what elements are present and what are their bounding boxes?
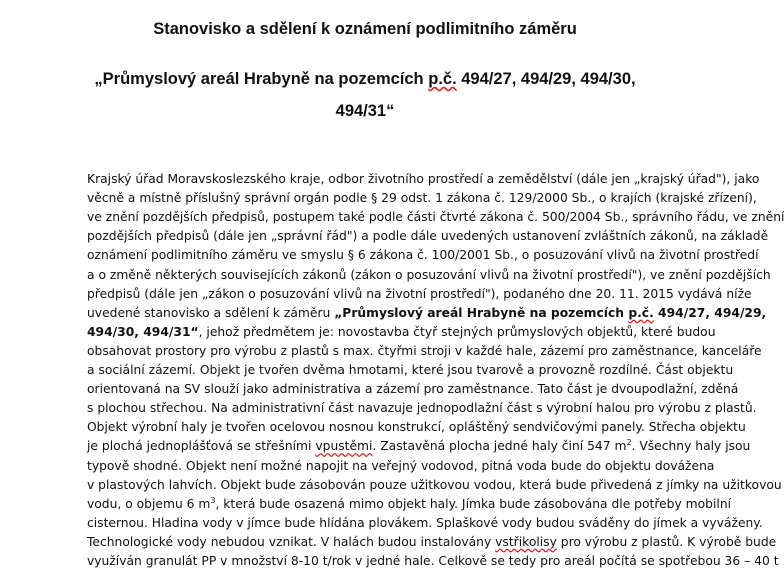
body-line: a sociální zázemí. Objekt je tvořen dvěma hmotami, které jsou tvarově a provozně rozdílné. Část objektu <box>87 363 734 377</box>
project-title-part2: 494/27, 494/29, 494/30, <box>456 70 636 88</box>
project-name-pc: p.č. <box>628 305 654 320</box>
project-name-bold: „Průmyslový areál Hrabyně na pozemcích <box>334 305 629 320</box>
body-line: věcně a místně příslušný správní orgán podle § 29 odst. 1 zákona č. 129/2000 Sb., o krajích (krajské zřízení), <box>87 191 757 206</box>
body-line: pozdějších předpisů (dále jen „správní řád") a podle dále uvedených ustanovení zvláštních zákonů, na základě <box>87 229 769 244</box>
body-line: s plochou střechou. Na administrativní část navazuje jednopodlažní část s výrobní halou pro výrobu z plastů. <box>87 401 757 416</box>
spellcheck-word: vpustěmi <box>315 439 373 454</box>
superscript: 3 <box>210 495 216 505</box>
document-title: Stanovisko a sdělení k oznámení podlimitního záměru <box>153 20 577 38</box>
project-title-part1: „Průmyslový areál Hrabyně na pozemcích <box>94 70 429 88</box>
body-line: obsahovat prostory pro výrobu z plastů s max. čtyřmi stroji v každé hale, zázemí pro zaměstnance, kanceláře <box>87 343 762 358</box>
project-title-line1 <box>0 70 730 89</box>
body-line: ve znění pozdějších předpisů, postupem také podle části čtvrté zákona č. 500/2004 Sb., správního řádu, ve znění <box>87 210 784 225</box>
body-line: oznámení podlimitního záměru ve smyslu § 6 zákona č. 100/2001 Sb., o posuzování vlivů na životní prostředí <box>87 248 759 263</box>
project-name-bold-numbers: 494/27, 494/29, <box>653 305 767 320</box>
body-line: orientovaná na SV slouží jako administrativa a zázemí pro zaměstnance. Tato část je dvoupodlažní, zděná <box>87 382 739 397</box>
project-title-line2: 494/31“ <box>335 102 395 120</box>
body-line: v plastových lahvích. Objekt bude zásobován pouze užitkovou vodou, která bude přivedená z jímky na užitkovou <box>87 477 782 492</box>
text-span: je plochá jednoplášťová se střešními <box>87 439 316 454</box>
text-span: . Zastavěná plocha jedné haly činí 547 m <box>372 439 627 454</box>
superscript: 2 <box>626 438 632 448</box>
text-span: vodu, o objemu 6 m <box>87 496 211 511</box>
text-span: Technologické vody nebudou vznikat. V halách budou instalovány <box>87 534 496 549</box>
body-line: cisternou. Hladina vody v jímce bude hlídána plovákem. Splaškové vody budou sváděny do jímek a vyváženy. <box>87 515 763 530</box>
text-span: pro výrobu z plastů. K výrobě bude <box>556 534 777 549</box>
body-line: typově shodné. Objekt není možné napojit na veřejný vodovod, pitná voda bude do objektu dovážena <box>87 458 715 473</box>
body-line-volume <box>87 495 732 517</box>
body-line-tech <box>87 534 777 555</box>
text-span: . Všechny haly jsou <box>631 439 751 454</box>
project-title-pc: p.č. <box>428 70 457 88</box>
body-line-area <box>87 438 751 459</box>
body-line: Objekt výrobní haly je tvořen ocelovou nosnou konstrukcí, opláštěný sendvičovými panely. Střecha objektu <box>87 420 746 435</box>
text-span: , jehož předmětem je: novostavba čtyř stejných průmyslových objektů, které budou <box>198 324 716 339</box>
body-line-project-ref <box>87 305 767 326</box>
text-span: uvedené stanovisko a sdělení k záměru <box>87 305 335 320</box>
project-name-bold-end: 494/30, 494/31“ <box>87 324 199 339</box>
body-line-project-ref-cont <box>87 324 716 345</box>
text-span: , která bude osazená mimo objekt haly. Jímka bude zásobována dle potřeby mobilní <box>215 496 732 511</box>
body-line: předpisů (dále jen „zákon o posuzování vlivů na životní prostředí"), podaného dne 20. 11. 2015 vydává níže <box>87 286 752 301</box>
body-line: Krajský úřad Moravskoslezského kraje, odbor životního prostředí a zemědělství (dále jen „krajský úřad"), jako <box>87 172 760 186</box>
spellcheck-word: vstřikolisy <box>495 534 557 549</box>
body-line: a o změně některých souvisejících zákonů (zákon o posuzování vlivů na životní prostředí"), ve znění pozdějších <box>87 267 771 282</box>
body-line: využíván granulát PP v množství 8-10 t/rok v jedné hale. Celkově se tedy pro areál počítá se spotřebou 36 – 40 t <box>87 554 779 568</box>
